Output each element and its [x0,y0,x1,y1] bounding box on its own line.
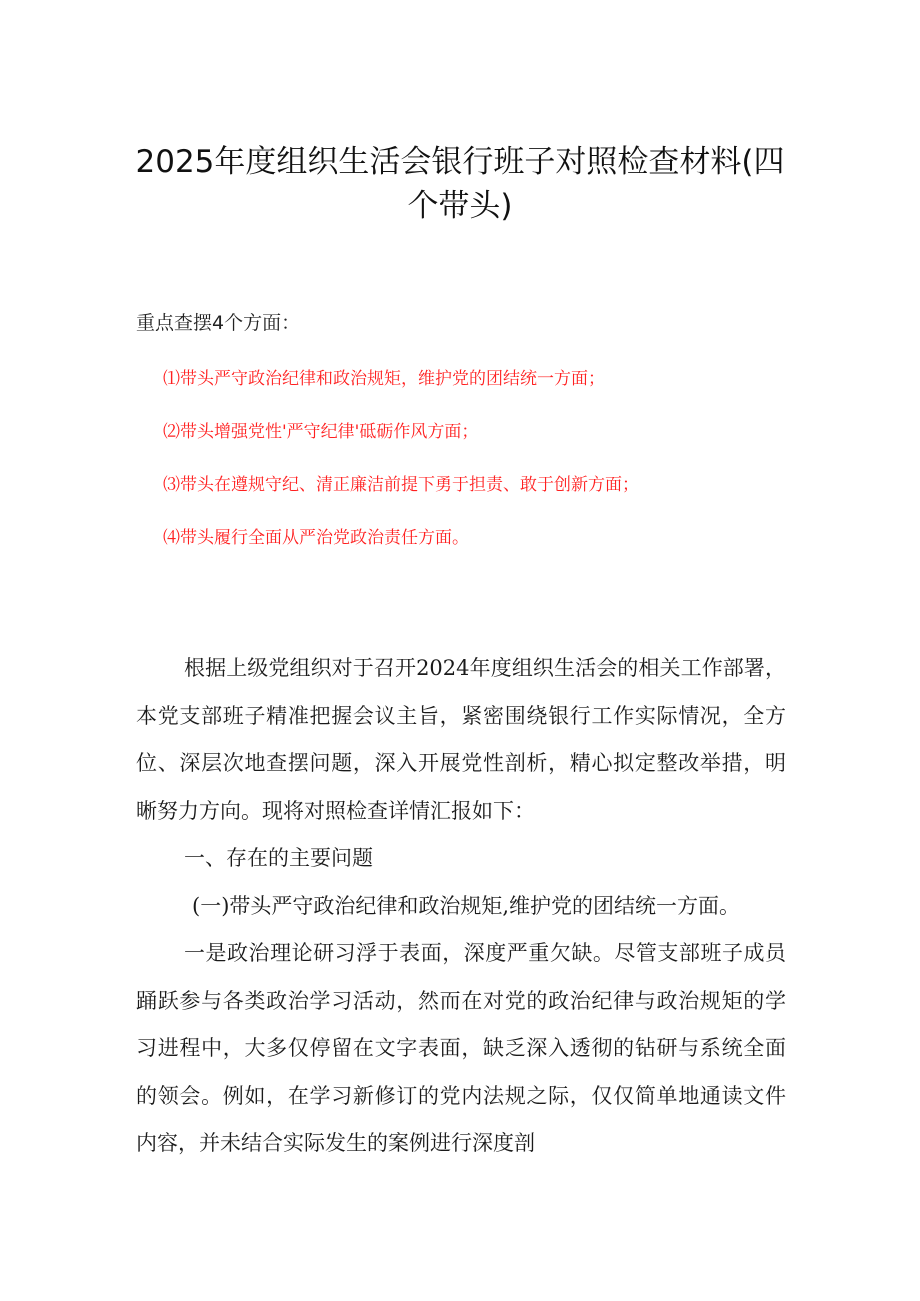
body-text [136,645,786,1168]
focus-aspects-label: 重点查摆4个方面： [136,312,301,334]
aspect-item-4: ⑷带头履行全面从严治党政治责任方面。 [163,528,469,548]
section-heading: 一、存在的主要问题 [184,846,373,870]
focus-aspects-list [163,364,639,576]
title-line-1: 2025年度组织生活会银行班子对照检查材料(四 [135,144,785,180]
document-title [120,140,800,228]
aspect-item-1: ⑴带头严守政治纪律和政治规矩，维护党的团结统一方面； [163,369,605,389]
aspect-item-2: ⑵带头增强党性'严守纪律'砥砺作风方面； [163,422,479,442]
sub-heading: (一)带头严守政治纪律和政治规矩,维护党的团结统一方面。 [192,893,741,918]
aspect-item-3: ⑶带头在遵规守纪、清正廉洁前提下勇于担责、敢于创新方面； [163,475,639,495]
title-line-2: 个带头) [407,188,513,224]
issue-paragraph: 一是政治理论研习浮于表面，深度严重欠缺。尽管支部班子成员踊跃参与各类政治学习活动，然而在对党的政治纪律与政治规矩的学习进程中，大多仅停留在文字表面，缺乏深入透彻的钻研与系统全面的领会。例如，在学习新修订的党内法规之际，仅仅简单地通读文件内容，并未结合实际发生的案例进行深度剖 [136,941,786,1155]
opening-paragraph: 根据上级党组织对于召开2024年度组织生活会的相关工作部署，本党支部班子精准把握会议主旨，紧密围绕银行工作实际情况，全方位、深层次地查摆问题，深入开展党性剖析，精心拟定整改举措，明晰努力方向。现将对照检查详情汇报如下： [136,656,786,823]
